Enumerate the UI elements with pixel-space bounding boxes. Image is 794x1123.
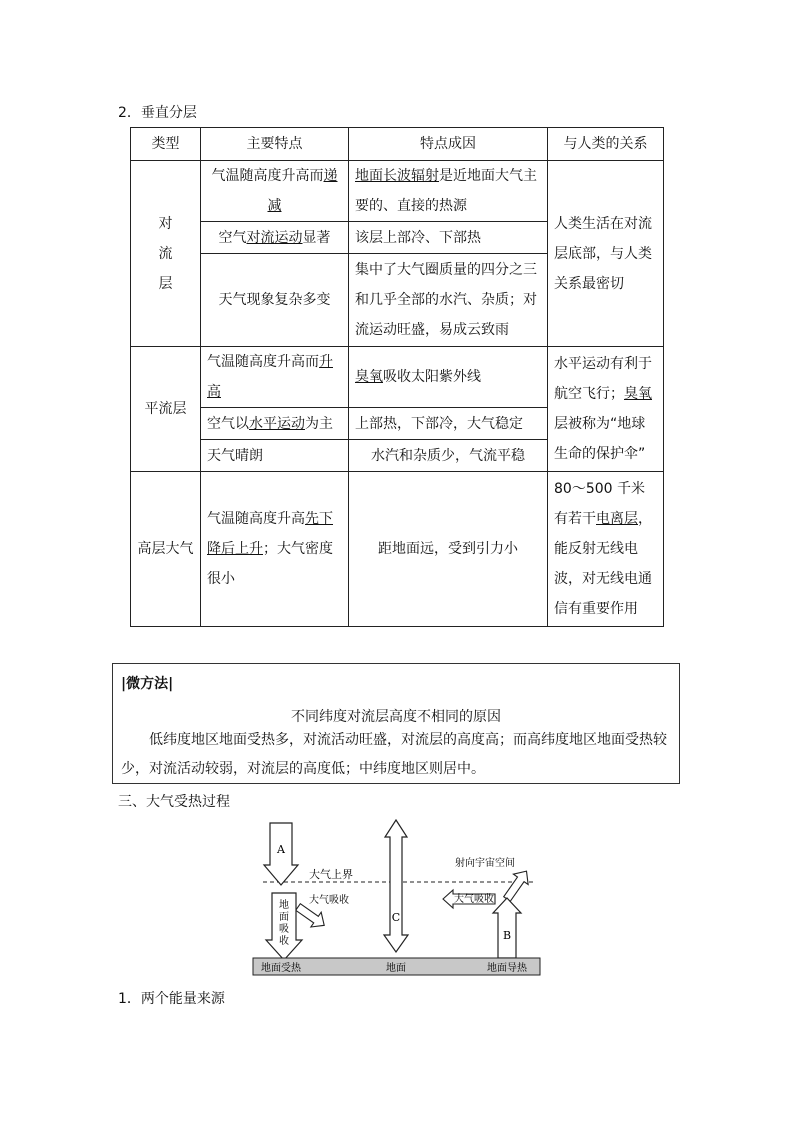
stratosphere-cause-2: 上部热，下部冷，大气稳定 — [349, 408, 548, 440]
header-features: 主要特点 — [201, 128, 349, 161]
method-tip-box — [112, 663, 680, 784]
upper-atmosphere-cause: 距地面远，受到引力小 — [349, 472, 548, 627]
troposphere-feature-2: 空气对流运动显著 — [201, 222, 349, 254]
atm-absorb-right-label: 大气吸收 — [454, 894, 494, 905]
upper-atmosphere-type-cell: 高层大气 — [131, 472, 201, 627]
troposphere-relation: 人类生活在对流层底部，与人类关系最密切 — [548, 161, 664, 347]
upper-atmosphere-relation: 80～500 千米 有若干电离层，能反射无线电波，对无线电通信有重要作用 — [548, 472, 664, 627]
table-row — [131, 472, 664, 627]
stratosphere-feature-1: 气温随高度升高而升高 — [201, 347, 349, 408]
stratosphere-relation: 水平运动有利于航空飞行；臭氧层被称为“地球生命的保护伞” — [548, 347, 664, 472]
stratosphere-feature-2: 空气以水平运动为主 — [201, 408, 349, 440]
tip-label: |微方法| — [121, 676, 174, 692]
upper-boundary-label: 大气上界 — [309, 868, 353, 881]
troposphere-cause-3: 集中了大气圈质量的四分之三和几乎全部的水汽、杂质；对流运动旺盛，易成云致雨 — [349, 254, 548, 347]
atm-absorb-left-label: 大气吸收 — [309, 895, 349, 906]
troposphere-cause-2: 该层上部冷、下部热 — [349, 222, 548, 254]
section-heading-heating: 三、大气受热过程 — [118, 794, 230, 810]
atmosphere-heating-diagram — [245, 815, 545, 980]
to-space-arrow-icon — [500, 866, 534, 904]
upper-atmosphere-feature: 气温随高度升高先下降后上升；大气密度很小 — [201, 472, 349, 627]
stratosphere-cause-1: 臭氧吸收太阳紫外线 — [349, 347, 548, 408]
troposphere-type-cell: 对 流 层 — [131, 161, 201, 347]
ground-label: 地面 — [386, 963, 406, 974]
arrow-b-icon — [493, 898, 521, 958]
stratosphere-feature-3: 天气晴朗 — [201, 440, 349, 472]
stratosphere-cause-3: 水汽和杂质少，气流平稳 — [349, 440, 548, 472]
arrow-a-label: A — [277, 843, 285, 856]
tip-body: 低纬度地区地面受热多，对流活动旺盛，对流层的高度高；而高纬度地区地面受热较少，对流活动较弱，对流层的高度低；中纬度地区则居中。 — [121, 732, 667, 777]
to-space-label: 射向宇宙空间 — [455, 858, 515, 869]
section-heading-vertical: 2．垂直分层 — [118, 105, 197, 121]
header-causes: 特点成因 — [349, 128, 548, 161]
ground-heated-label: 地面受热 — [261, 963, 301, 974]
header-relation: 与人类的关系 — [548, 128, 664, 161]
troposphere-feature-3: 天气现象复杂多变 — [201, 254, 349, 347]
svg-text:面: 面 — [279, 912, 289, 923]
atmosphere-layers-table — [130, 127, 664, 627]
header-type: 类型 — [131, 128, 201, 161]
tip-title: 不同纬度对流层高度不相同的原因 — [291, 709, 501, 725]
table-row — [131, 161, 664, 222]
arrow-c-label: C — [391, 911, 401, 924]
troposphere-feature-1: 气温随高度升高而递减 — [201, 161, 349, 222]
troposphere-cause-1: 地面长波辐射是近地面大气主要的、直接的热源 — [349, 161, 548, 222]
svg-text:收: 收 — [279, 936, 289, 947]
section-heading-energy-sources: 1．两个能量来源 — [118, 991, 225, 1007]
arrow-c-icon — [384, 820, 408, 952]
ground-conduct-label: 地面导热 — [487, 963, 527, 974]
stratosphere-type-cell: 平流层 — [131, 347, 201, 472]
svg-text:吸: 吸 — [279, 924, 289, 935]
table-header-row — [131, 128, 664, 161]
svg-text:地: 地 — [279, 900, 289, 911]
arrow-b-label: B — [502, 929, 512, 942]
table-row — [131, 347, 664, 408]
